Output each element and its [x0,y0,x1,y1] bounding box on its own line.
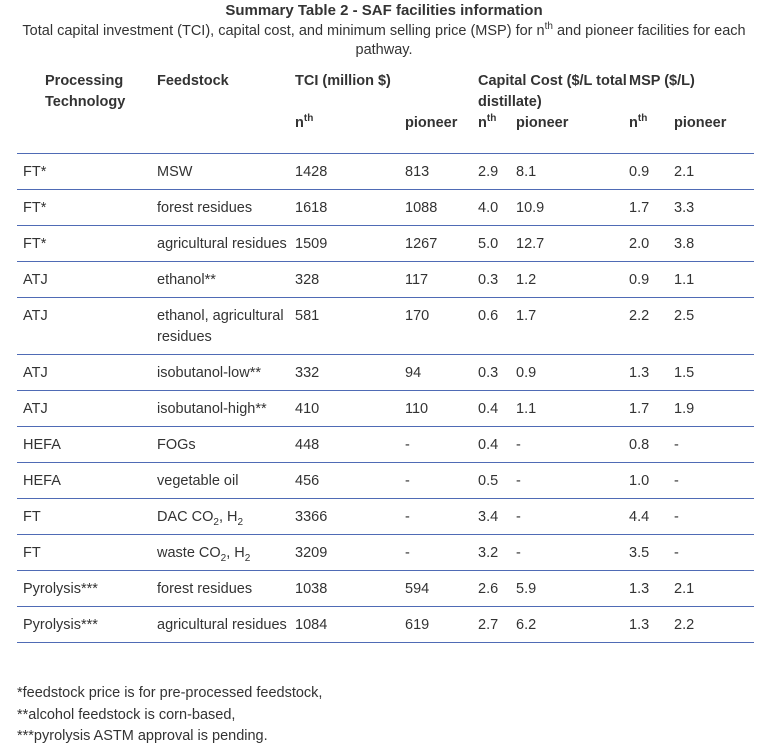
cell-tci-nth: 3366 [295,499,405,535]
cell-tech: HEFA [17,427,157,463]
cell-msp-nth: 1.7 [629,391,674,427]
cell-tci-pioneer: 1088 [405,190,478,226]
table-row [17,607,754,643]
cell-msp-nth: 4.4 [629,499,674,535]
cell-tci-nth: 332 [295,355,405,391]
header-capital-cost: Capital Cost ($/L total distillate) [478,73,627,110]
cell-tech: ATJ [17,355,157,391]
cell-msp-nth: 1.7 [629,190,674,226]
cell-tci-pioneer: 1267 [405,226,478,262]
cell-msp-pioneer: 2.1 [674,154,754,190]
cell-cc-nth: 0.3 [478,355,516,391]
header-processing-technology: Processing Technology [45,73,126,110]
cell-tci-nth: 1509 [295,226,405,262]
table-row [17,571,754,607]
cell-feedstock: forest residues [157,571,295,607]
cell-cc-pioneer: - [516,535,629,571]
subheader-cc-pioneer: pioneer [516,113,629,154]
cell-tech: ATJ [17,391,157,427]
cell-feedstock: ethanol, agricultural residues [157,298,295,355]
subheader-msp-nth: $n^{th}$ [629,113,674,154]
cell-tech: HEFA [17,463,157,499]
cell-tci-pioneer: 619 [405,607,478,643]
table-row [17,226,754,262]
cell-tci-pioneer: 813 [405,154,478,190]
cell-tci-nth: 328 [295,262,405,298]
cell-msp-pioneer: 1.5 [674,355,754,391]
cell-cc-nth: 3.4 [478,499,516,535]
cell-feedstock: agricultural residues [157,226,295,262]
footnote-alcohol-feedstock: **alcohol feedstock is corn-based, [17,706,236,723]
cell-tci-pioneer: 94 [405,355,478,391]
cell-tech: Pyrolysis*** [17,571,157,607]
cell-tci-nth: 1428 [295,154,405,190]
cell-cc-pioneer: 12.7 [516,226,629,262]
cell-msp-nth: 0.8 [629,427,674,463]
cell-tci-pioneer: - [405,535,478,571]
cell-msp-nth: 1.3 [629,607,674,643]
cell-tech: ATJ [17,298,157,355]
cell-tci-pioneer: - [405,427,478,463]
cell-feedstock: waste $CO_2$, $H_2$ [157,535,295,571]
cell-msp-pioneer: 3.3 [674,190,754,226]
cell-tci-nth: 456 [295,463,405,499]
table-row [17,499,754,535]
cell-msp-pioneer: 2.2 [674,607,754,643]
cell-msp-nth: 2.2 [629,298,674,355]
cell-msp-nth: 1.0 [629,463,674,499]
cell-tci-pioneer: 110 [405,391,478,427]
cell-feedstock: forest residues [157,190,295,226]
cell-tech: FT* [17,190,157,226]
cell-tci-nth: 3209 [295,535,405,571]
cell-feedstock: isobutanol-high** [157,391,295,427]
subheader-msp-pioneer: pioneer [674,113,754,154]
table-row [17,298,754,355]
cell-cc-nth: 2.7 [478,607,516,643]
cell-tci-pioneer: - [405,499,478,535]
cell-tci-nth: 1618 [295,190,405,226]
cell-cc-pioneer: 5.9 [516,571,629,607]
cell-cc-pioneer: - [516,499,629,535]
cell-cc-nth: 2.9 [478,154,516,190]
cell-cc-pioneer: - [516,463,629,499]
cell-cc-nth: 2.6 [478,571,516,607]
cell-tci-pioneer: - [405,463,478,499]
table-row [17,463,754,499]
cell-cc-nth: 0.3 [478,262,516,298]
cell-cc-nth: 0.4 [478,391,516,427]
table-row [17,535,754,571]
cell-msp-nth: 0.9 [629,154,674,190]
footnotes [17,683,322,748]
table-row [17,262,754,298]
cell-cc-pioneer: 1.2 [516,262,629,298]
cell-feedstock: agricultural residues [157,607,295,643]
cell-msp-nth: 0.9 [629,262,674,298]
cell-msp-nth: 2.0 [629,226,674,262]
cell-msp-pioneer: 2.5 [674,298,754,355]
cell-tci-nth: 410 [295,391,405,427]
cell-tci-nth: 1084 [295,607,405,643]
cell-msp-pioneer: 1.1 [674,262,754,298]
cell-tech: Pyrolysis*** [17,607,157,643]
cell-cc-pioneer: 6.2 [516,607,629,643]
cell-cc-pioneer: 10.9 [516,190,629,226]
cell-tci-pioneer: 117 [405,262,478,298]
cell-tech: ATJ [17,262,157,298]
cell-tech: FT* [17,226,157,262]
cell-tci-nth: 581 [295,298,405,355]
cell-cc-nth: 4.0 [478,190,516,226]
cell-tci-pioneer: 170 [405,298,478,355]
cell-cc-pioneer: 0.9 [516,355,629,391]
cell-feedstock: DAC $CO_2$, $H_2$ [157,499,295,535]
cell-tci-pioneer: 594 [405,571,478,607]
table-title: Summary Table 2 - SAF facilities information [225,2,543,19]
table-row [17,154,754,190]
cell-feedstock: ethanol** [157,262,295,298]
cell-tech: FT [17,535,157,571]
cell-cc-nth: 5.0 [478,226,516,262]
cell-msp-pioneer: - [674,427,754,463]
header-row [17,63,754,113]
table-row [17,427,754,463]
cell-feedstock: FOGs [157,427,295,463]
cell-msp-pioneer: - [674,535,754,571]
cell-cc-nth: 0.6 [478,298,516,355]
footnote-pyrolysis-astm: ***pyrolysis ASTM approval is pending. [17,728,268,744]
cell-cc-pioneer: 1.1 [516,391,629,427]
cell-cc-pioneer: 8.1 [516,154,629,190]
cell-cc-pioneer: - [516,427,629,463]
header-feedstock: Feedstock [157,73,229,89]
cell-cc-pioneer: 1.7 [516,298,629,355]
table-row [17,355,754,391]
header-msp: MSP ($/L) [629,73,695,89]
cell-tci-nth: 448 [295,427,405,463]
cell-cc-nth: 3.2 [478,535,516,571]
cell-feedstock: vegetable oil [157,463,295,499]
cell-tech: FT* [17,154,157,190]
cell-msp-nth: 3.5 [629,535,674,571]
saf-facilities-table [17,63,754,643]
subheader-tci-pioneer: pioneer [405,113,478,154]
cell-msp-pioneer: - [674,463,754,499]
subheader-cc-nth: $n^{th}$ [478,113,516,154]
table-row [17,190,754,226]
cell-msp-pioneer: 2.1 [674,571,754,607]
cell-feedstock: MSW [157,154,295,190]
cell-msp-pioneer: 3.8 [674,226,754,262]
table-row [17,391,754,427]
footnote-feedstock-price: *feedstock price is for pre-processed feedstock, [17,685,323,701]
subheader-tci-nth: $n^{th}$ [295,113,405,154]
cell-tech: FT [17,499,157,535]
cell-feedstock: isobutanol-low** [157,355,295,391]
cell-msp-nth: 1.3 [629,355,674,391]
cell-cc-nth: 0.5 [478,463,516,499]
cell-msp-nth: 1.3 [629,571,674,607]
table-subtitle: Total capital investment (TCI), capital cost, and minimum selling price (MSP) for $n^{th}$ and pioneer facilities for each pathway. [22,21,746,58]
cell-msp-pioneer: - [674,499,754,535]
cell-msp-pioneer: 1.9 [674,391,754,427]
subheader-row [17,113,754,154]
cell-tci-nth: 1038 [295,571,405,607]
header-tci: TCI (million $) [295,73,391,89]
cell-cc-nth: 0.4 [478,427,516,463]
